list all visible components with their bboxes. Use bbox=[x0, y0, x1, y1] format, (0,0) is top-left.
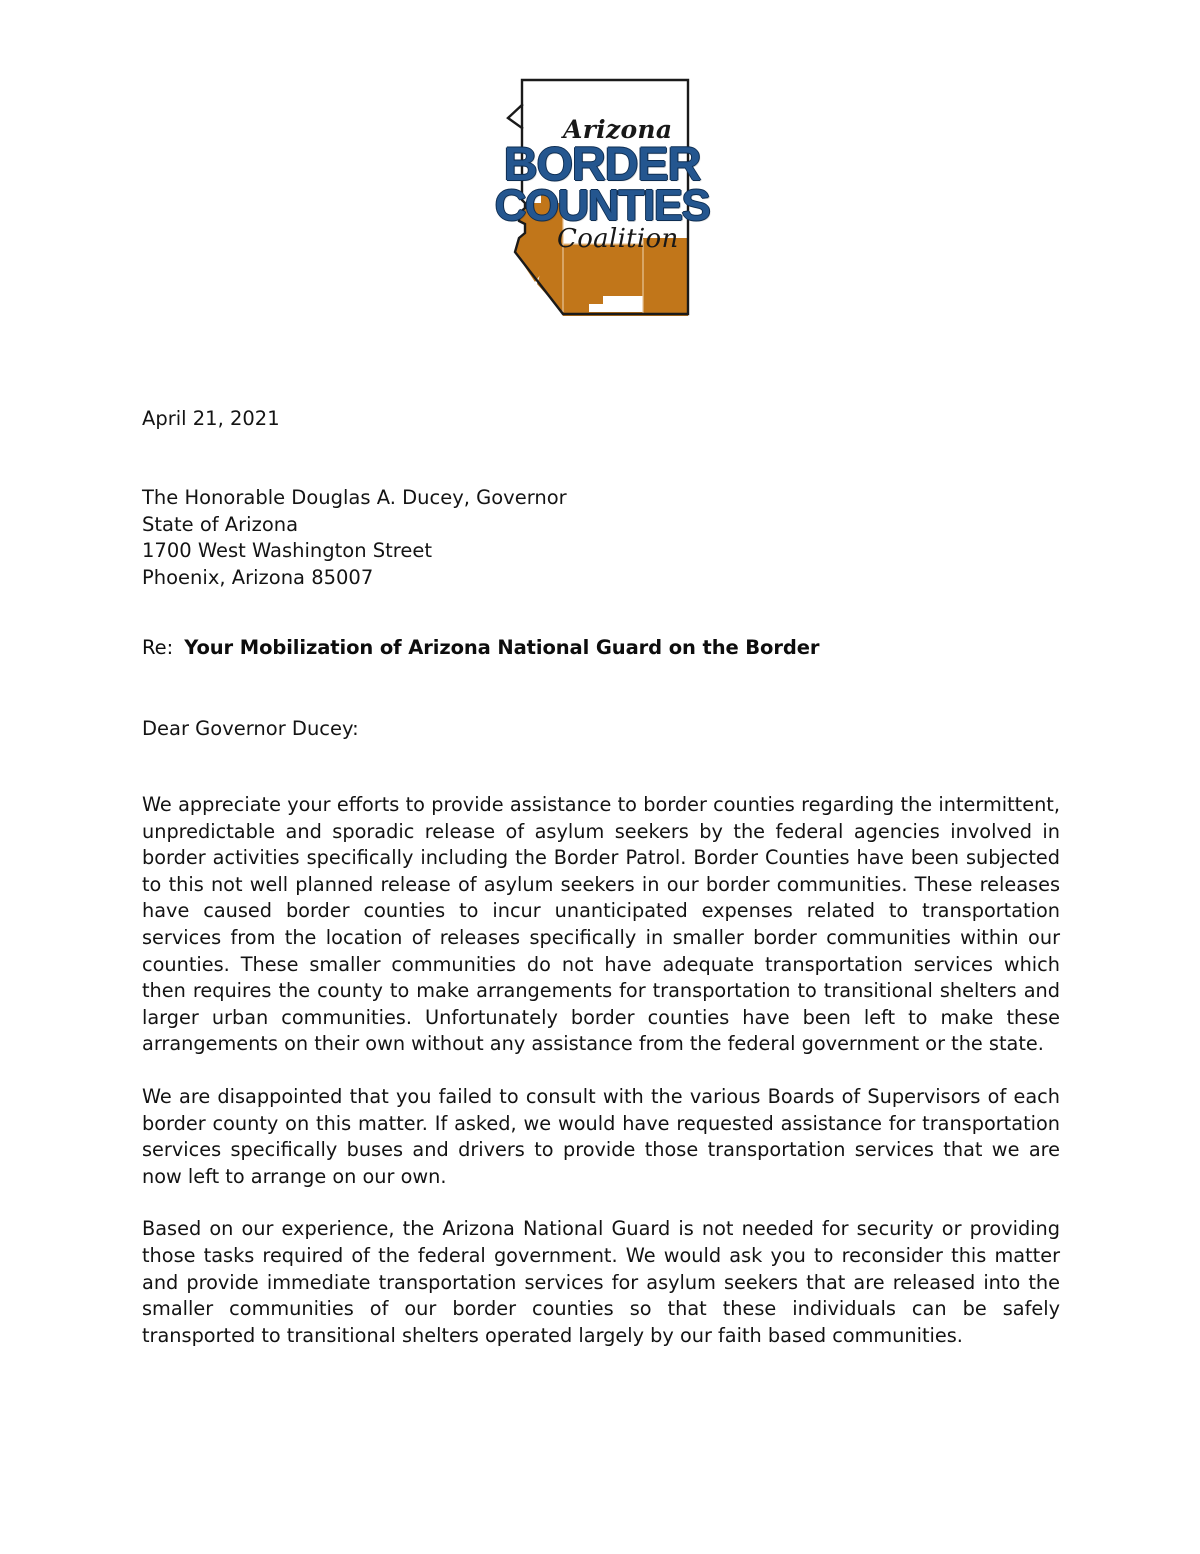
recipient-address-block bbox=[142, 485, 1060, 591]
address-line: 1700 West Washington Street bbox=[142, 539, 433, 562]
address-line: The Honorable Douglas A. Ducey, Governor bbox=[142, 486, 567, 509]
body-paragraph: Based on our experience, the Arizona National Guard is not needed for security or providing those tasks required of the federal government. We would ask you to reconsider this matter and provide immediate transportation services for asylum seekers that are released into the smaller communities of our border counties so that these individuals can be safely transported to transitional shelters operated largely by our faith based communities. bbox=[142, 1217, 1060, 1347]
letter-content bbox=[142, 405, 1060, 1349]
border-counties-fill bbox=[515, 195, 688, 316]
subject-line bbox=[142, 634, 1060, 661]
subject-label: Re: bbox=[142, 636, 174, 659]
subject-text: Your Mobilization of Arizona National Guard on the Border bbox=[184, 636, 820, 659]
body-paragraph: We appreciate your efforts to provide assistance to border counties regarding the intermittent, unpredictable and sporadic release of asylum seekers by the federal agencies involved in border activities specifically including the Border Patrol. Border Counties have been subjected to this not well planned release of asylum seekers in our border communities. These releases have caused border counties to incur unanticipated expenses related to transportation services from the location of releases specifically in smaller border communities within our counties. These smaller communities do not have adequate transportation services which then requires the county to make arrangements for transportation to transitional shelters and larger urban communities. Unfortunately border counties have been left to make these arrangements on their own without any assistance from the federal government or the state. bbox=[142, 793, 1060, 1056]
letterhead bbox=[0, 0, 1200, 370]
address-line: State of Arizona bbox=[142, 512, 299, 536]
state-outline-notch bbox=[508, 105, 522, 128]
letter-date: April 21, 2021 bbox=[142, 407, 280, 430]
logo-wordmark-counties: COUNTIES bbox=[494, 180, 710, 230]
salutation: Dear Governor Ducey: bbox=[142, 717, 359, 740]
logo-wordmark-border: BORDER bbox=[503, 137, 701, 190]
arizona-state-map-icon bbox=[475, 58, 725, 338]
organization-logo bbox=[475, 58, 725, 338]
address-line: Phoenix, Arizona 85007 bbox=[142, 565, 374, 589]
logo-top-script-arizona: Arizona bbox=[563, 115, 673, 144]
logo-bottom-script-coalition: Coalition bbox=[557, 224, 679, 254]
body-paragraph: We are disappointed that you failed to consult with the various Boards of Supervisors of each border county on this matter. If asked, we would have requested assistance for transportation services specifically buses and drivers to provide those transportation services that we are now left to arrange on our own. bbox=[142, 1084, 1060, 1188]
letter-body bbox=[142, 792, 1060, 1349]
